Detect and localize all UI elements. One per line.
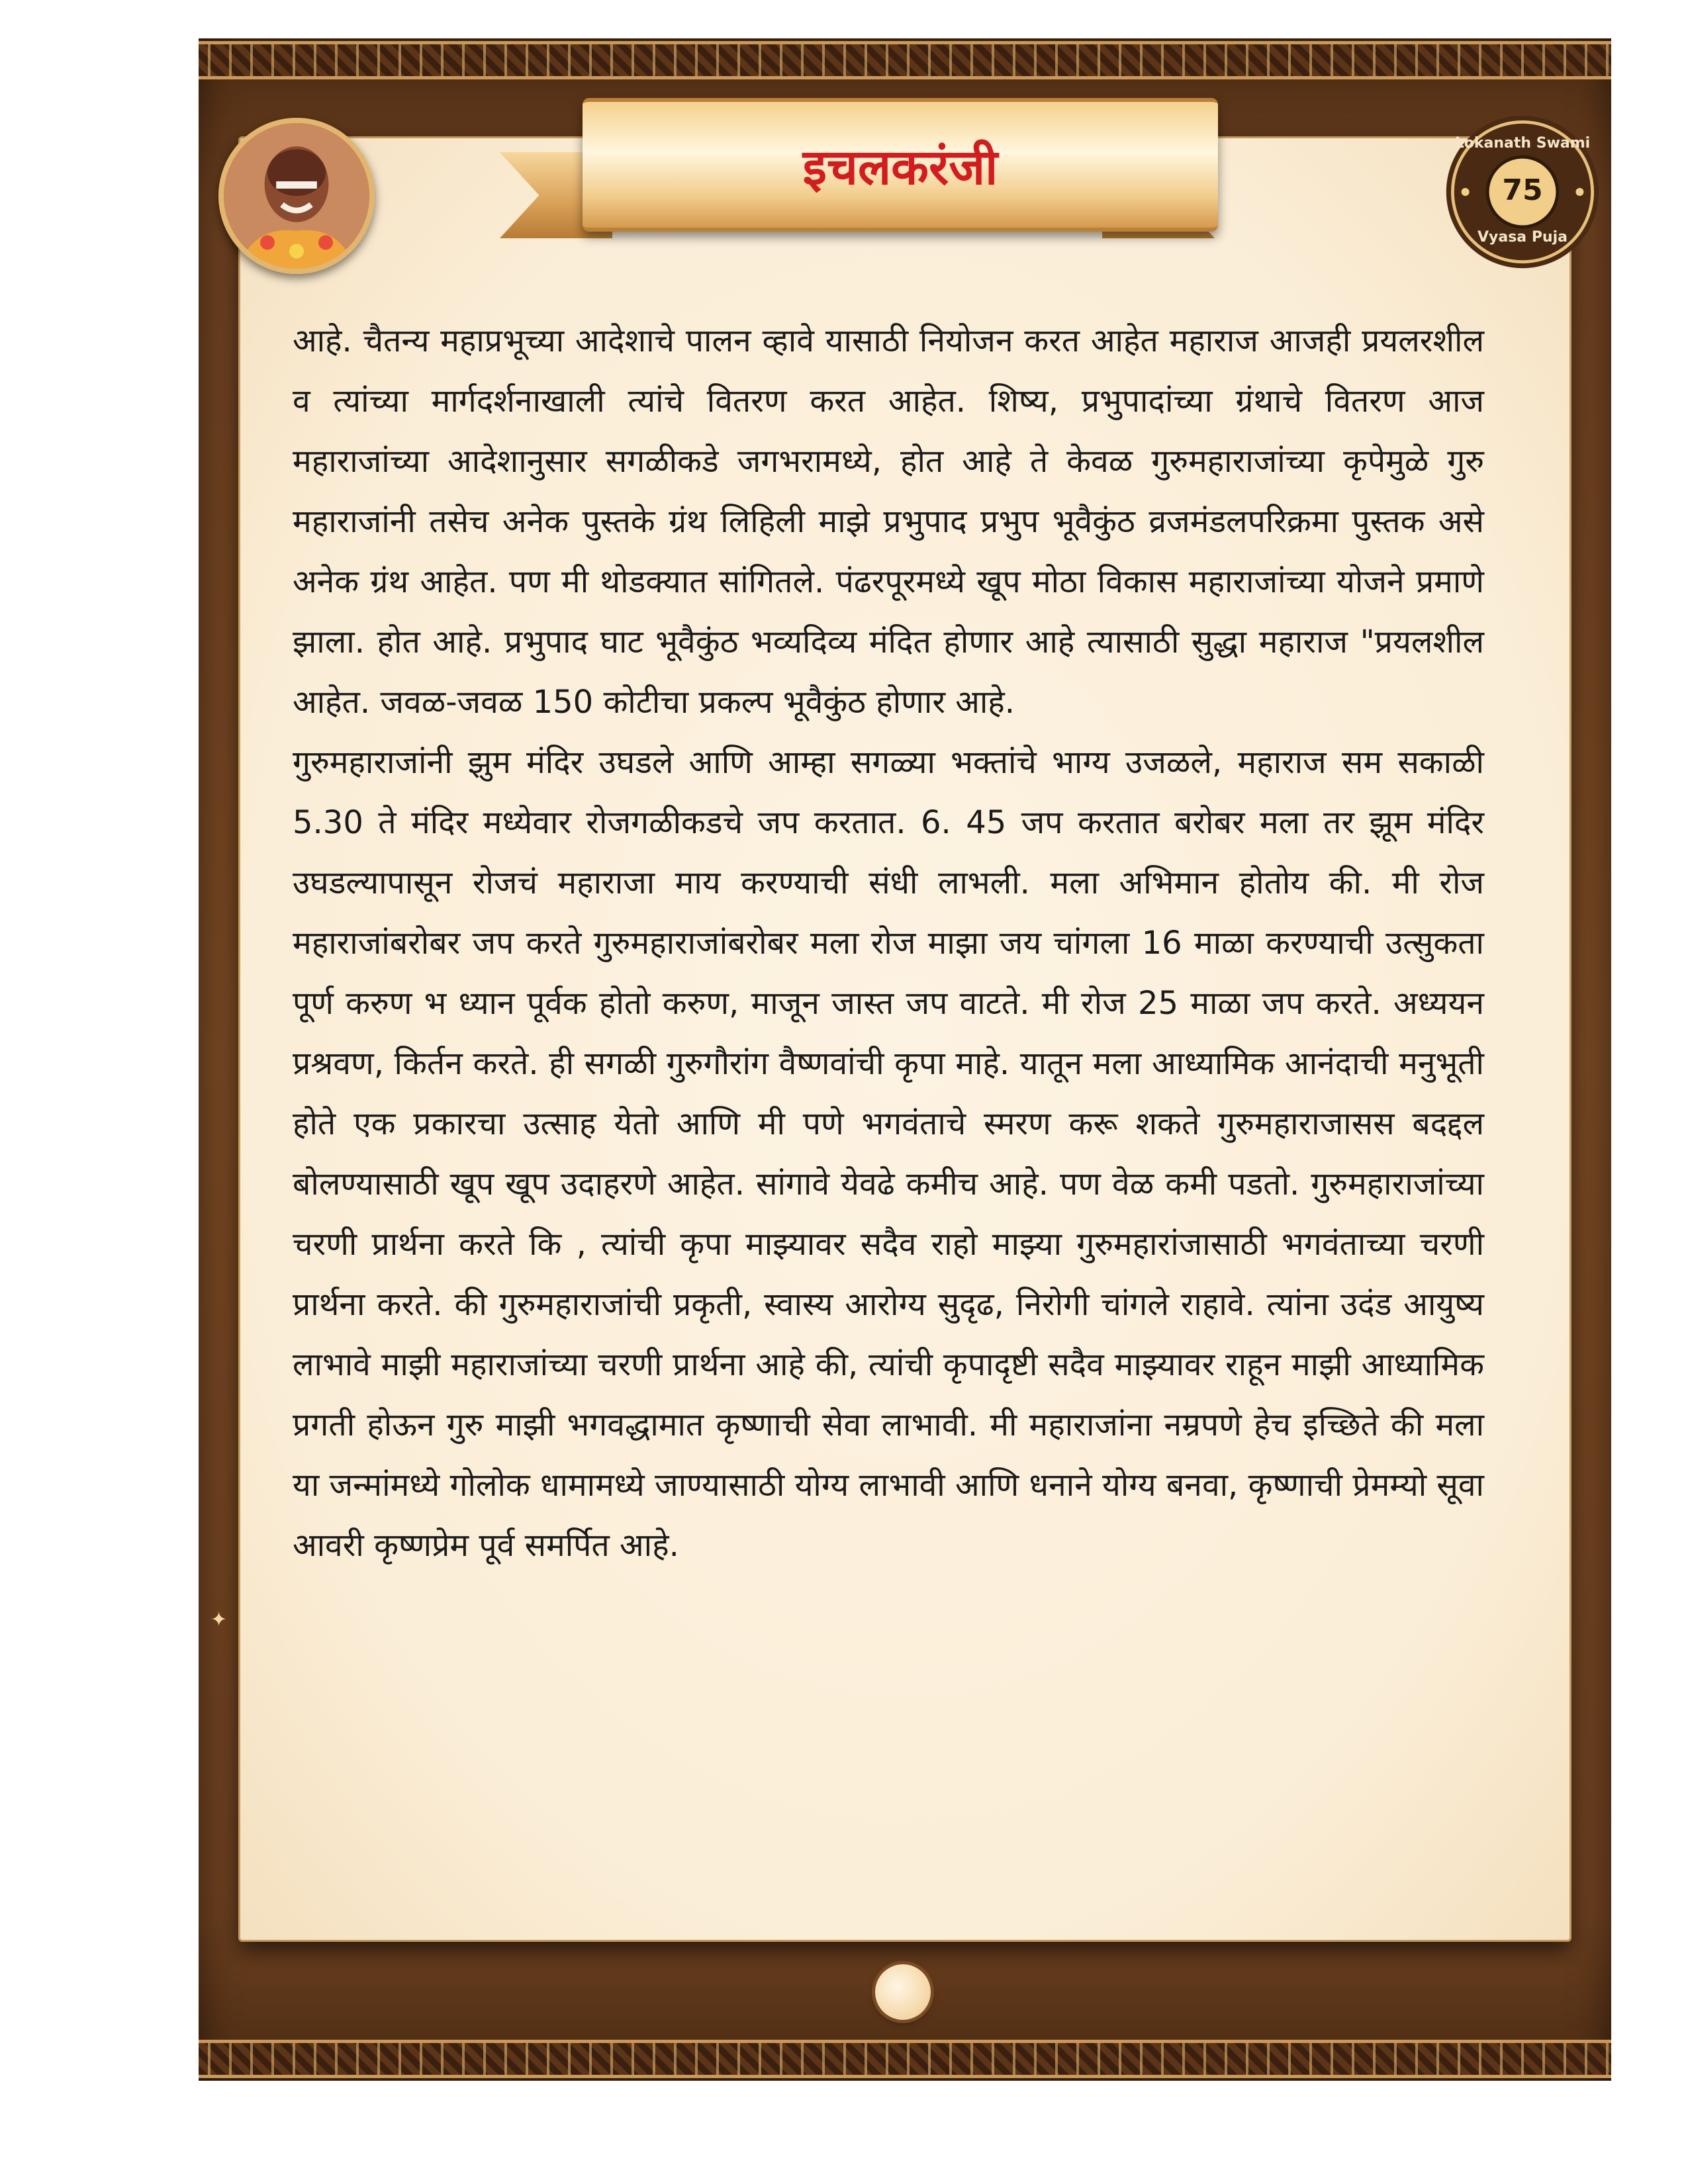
article-body [293,311,1484,1576]
portrait-avatar [218,118,375,274]
badge-bottom-text: Vyasa Puja [1477,229,1568,246]
badge-top-text: Lokanath Swami [1454,135,1591,152]
anniversary-badge [1443,113,1602,271]
footer-ornament [875,1964,931,2020]
title-ribbon [583,98,1218,232]
sparkle-icon: ✦ [211,1608,228,1631]
paragraph-1: आहे. चैतन्य महाप्रभूच्या आदेशाचे पालन व्हावे यासाठी नियोजन करत आहेत महाराज आजही प्रयलरशील व त्यांच्या मार्गदर्शनाखाली त्यांचे वितरण करत आहेत. शिष्य, प्रभुपादांच्या ग्रंथाचे वितरण आज महाराजांच्या आदेशानुसार सगळीकडे जगभरामध्ये, होत आहे ते केवळ गुरुमहाराजांच्या कृपेमुळे गुरु महाराजांनी तसेच अनेक पुस्तके ग्रंथ लिहिली माझे प्रभुपाद प्रभुप भूवैकुंठ व्रजमंडलपरिक्रमा पुस्तक असे अनेक ग्रंथ आहेत. पण मी थोडक्यात सांगितले. पंढरपूरमध्ये खूप मोठा विकास महाराजांच्या योजने प्रमाणे झाला. होत आहे. प्रभुपाद घाट भूवैकुंठ भव्यदिव्य मंदित होणार आहे त्यासाठी सुद्धा महाराज "प्रयलशील आहेत. जवळ-जवळ 150 कोटीचा प्रकल्प भूवैकुंठ होणार आहे. [293,322,1484,721]
page-title: इचलकरंजी [802,138,998,196]
ornamental-border-bottom [199,2040,1611,2078]
badge-number: 75 [1502,173,1543,207]
ornamental-border-top [199,41,1611,79]
paragraph-2: गुरुमहाराजांनी झुम मंदिर उघडले आणि आम्हा सगळ्या भक्तांचे भाग्य उजळले, महाराज सम सकाळी 5.30 ते मंदिर मध्येवार रोजगळीकडचे जप करतात. 6. 45 जप करतात बरोबर मला तर झूम मंदिर उघडल्यापासून रोजचं महाराजा माय करण्याची संधी लाभली. मला अभिमान होतोय की. मी रोज महाराजांबरोबर जप करते गुरुमहाराजांबरोबर मला रोज माझा जय चांगला 16 माळा करण्याची उत्सुकता पूर्ण करुण भ ध्यान पूर्वक होतो करुण, माजून जास्त जप वाटते. मी रोज 25 माळा जप करते. अध्ययन प्रश्रवण, किर्तन करते. ही सगळी गुरुगौरांग वैष्णवांची कृपा माहे. यातून मला आध्यामिक आनंदाची मनुभूती होते एक प्रकारचा उत्साह येतो आणि मी पणे भगवंताचे स्मरण करू शकते गुरुमहाराजासस बदद्दल बोलण्यासाठी खूप खूप उदाहरणे आहेत. सांगावे येवढे कमीच आहे. पण वेळ कमी पडतो. गुरुमहाराजांच्या चरणी प्रार्थना करते कि , त्यांची कृपा माझ्यावर सदैव राहो माझ्या गुरुमहारांजासाठी भगवंताच्या चरणी प्रार्थना करते. की गुरुमहाराजांची प्रकृती, स्वास्य आरोग्य सुदृढ, निरोगी चांगले राहावे. त्यांना उदंड आयुष्य लाभावे माझी महाराजांच्या चरणी प्रार्थना आहे की, त्यांची कृपादृष्टी सदैव माझ्यावर राहून माझी आध्यामिक प्रगती होऊन गुरु माझी भगवद्धामात कृष्णाची सेवा लाभावी. मी महाराजांना नम्रपणे हेच इच्छिते की मला या जन्मांमध्ये गोलोक धामामध्ये जाण्यासाठी योग्य लाभावी आणि धनाने योग्य बनवा, कृष्णाची प्रेमम्यो सूवा आवरी कृष्णप्रेम पूर्व समर्पित आहे. [293,744,1484,1564]
portrait-image [224,123,369,269]
